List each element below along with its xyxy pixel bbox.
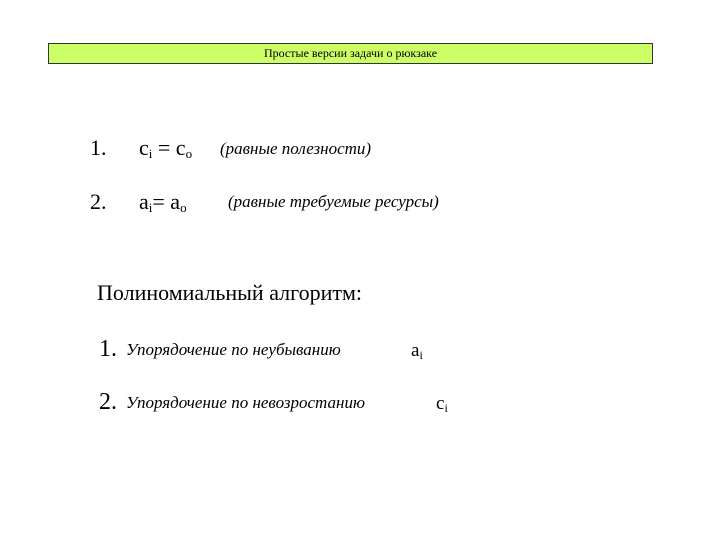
case-1-note: (равные полезности) bbox=[220, 139, 372, 158]
case-1-number: 1. bbox=[90, 135, 107, 160]
case-2-formula: $a_i= a_o$ bbox=[139, 189, 187, 215]
step-2-text: Упорядочение по невозростанию bbox=[126, 393, 365, 412]
step-1-symbol: $a_i$ bbox=[411, 340, 423, 362]
case-1-formula: $c_i = c_o$ bbox=[139, 135, 193, 161]
step-1-number: 1. bbox=[99, 336, 117, 362]
case-2-note: (равные требуемые ресурсы) bbox=[228, 192, 439, 211]
slide-title: Простые версии задачи о рюкзаке bbox=[263, 46, 438, 60]
case-2-number: 2. bbox=[90, 189, 107, 214]
step-2-symbol: $c_i$ bbox=[436, 393, 448, 415]
slide-title-bar bbox=[48, 43, 653, 64]
algorithm-heading: Полиномиальный алгоритм: bbox=[97, 280, 363, 305]
step-2-number: 2. bbox=[99, 389, 117, 415]
step-1-text: Упорядочение по неубыванию bbox=[126, 340, 341, 359]
